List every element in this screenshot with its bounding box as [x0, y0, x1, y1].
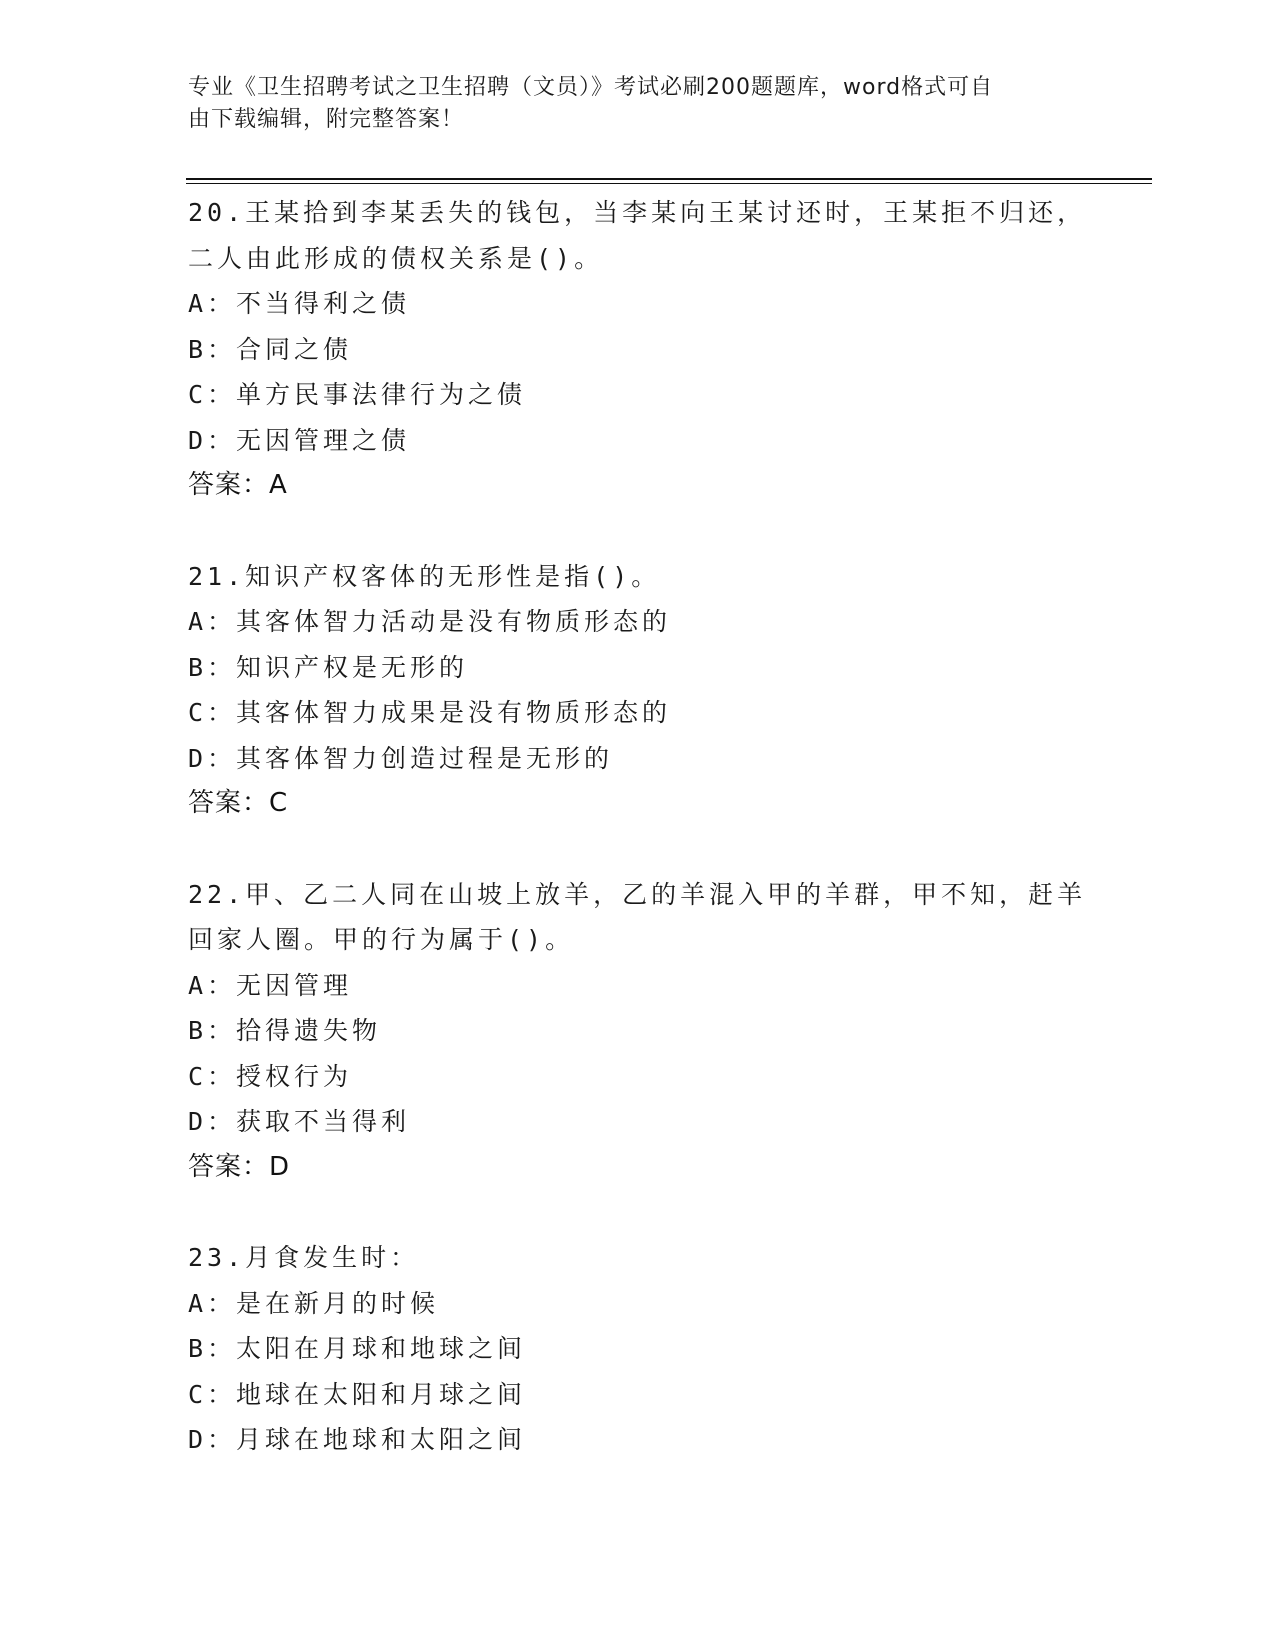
option-c: C：其客体智力成果是没有物质形态的	[188, 698, 672, 727]
option-c: C：单方民事法律行为之债	[188, 380, 527, 409]
question-21	[188, 554, 1088, 827]
question-stem-line: 23.月食发生时：	[188, 1243, 420, 1272]
document-header	[188, 72, 1068, 136]
option-a: A：无因管理	[188, 970, 353, 1000]
header-divider-thick	[186, 178, 1152, 180]
question-stem-line: 二人由此形成的债权关系是()。	[188, 243, 604, 273]
question-stem-line: 回家人圈。甲的行为属于()。	[188, 925, 575, 954]
option-d: D：无因管理之债	[188, 425, 411, 455]
question-list	[188, 190, 1088, 1508]
answer-line: 答案：A	[188, 470, 288, 500]
option-a: A：不当得利之债	[188, 289, 411, 318]
header-line-2: 由下载编辑，附完整答案！	[188, 107, 465, 132]
option-d: D：月球在地球和太阳之间	[188, 1425, 527, 1454]
option-a: A：是在新月的时候	[188, 1288, 440, 1318]
header-line-1: 专业《卫生招聘考试之卫生招聘（文员）》考试必刷200题题库，word格式可自	[188, 75, 994, 100]
question-20	[188, 190, 1088, 509]
question-stem-line: 22.甲、乙二人同在山坡上放羊，乙的羊混入甲的羊群，甲不知，赶羊	[188, 879, 1087, 909]
option-d: D：其客体智力创造过程是无形的	[188, 743, 614, 773]
answer-line: 答案：D	[188, 1151, 291, 1182]
answer-line: 答案：C	[188, 788, 289, 818]
option-b: B：知识产权是无形的	[188, 652, 469, 682]
option-d: D：获取不当得利	[188, 1107, 411, 1136]
option-b: B：拾得遗失物	[188, 1016, 382, 1045]
header-divider-thin	[186, 183, 1152, 184]
question-stem-line: 20.王某拾到李某丢失的钱包，当李某向王某讨还时，王某拒不归还，	[188, 198, 1087, 227]
question-22	[188, 872, 1088, 1191]
option-b: B：太阳在月球和地球之间	[188, 1334, 527, 1363]
question-23	[188, 1235, 1088, 1463]
option-c: C：授权行为	[188, 1061, 353, 1091]
option-b: B：合同之债	[188, 334, 353, 364]
question-stem-line: 21.知识产权客体的无形性是指()。	[188, 561, 661, 591]
option-a: A：其客体智力活动是没有物质形态的	[188, 607, 672, 636]
option-c: C：地球在太阳和月球之间	[188, 1379, 527, 1409]
